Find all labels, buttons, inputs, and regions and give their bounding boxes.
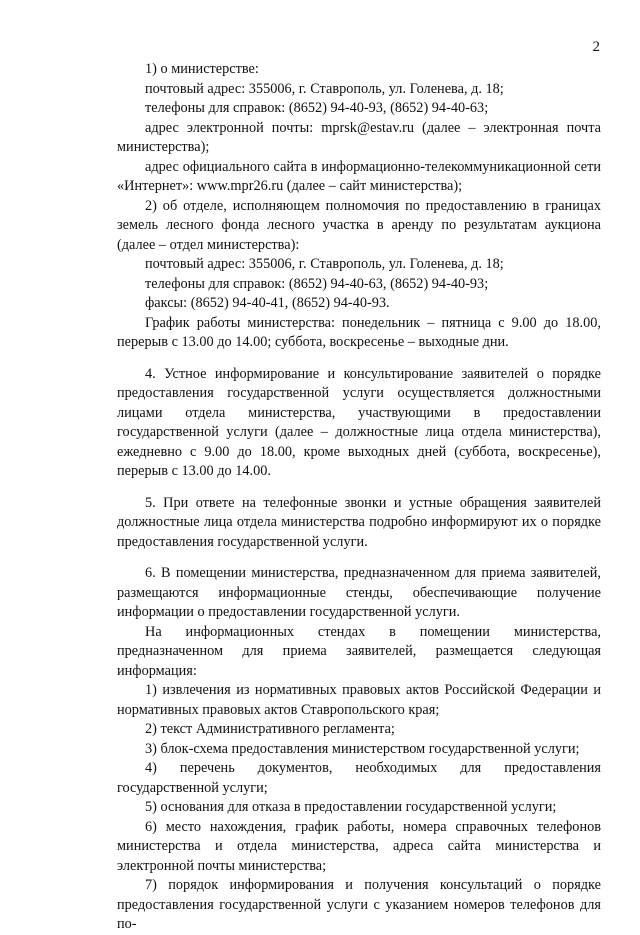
paragraph: факсы: (8652) 94-40-41, (8652) 94-40-93. [145,295,390,311]
paragraph: телефоны для справок: (8652) 94-40-63, (8652) 94-40-93; [145,275,489,292]
paragraph: адрес электронной почты: mprsk@estav.ru (далее – электронная почта министерства); [117,119,601,155]
paragraph: 6) место нахождения, график работы, номера справочных телефонов министерства и отдела министерства, адреса сайта министерства и электронной почты министерства; [117,818,601,874]
paragraph: 2) текст Административного регламента; [145,721,395,737]
paragraph: 5) основания для отказа в предоставлении государственной услуги; [145,799,557,815]
paragraph: 4) перечень документов, необходимых для предоставления государственной услуги; [117,760,601,796]
paragraph: почтовый адрес: 355006, г. Ставрополь, ул. Голенева, д. 18; [145,80,504,97]
paragraph: 7) порядок информирования и получения консультаций о порядке предоставления государственной услуги с указанием номеров телефонов для по- [117,877,601,932]
paragraph: 2) об отделе, исполняющем полномочия по предоставлению в границах земель лесного фонда лесного участка в аренду по результатам аукциона (далее – отдел министерства): [117,197,601,253]
paragraph: График работы министерства: понедельник – пятница с 9.00 до 18.00, перерыв с 13.00 до 14.00; суббота, воскресенье – выходные дни. [117,314,601,350]
paragraph: 6. В помещении министерства, предназначенном для приема заявителей, размещаются информационные стенды, обеспечивающие получение информации о предоставлении государственной услуги. [117,565,601,620]
document-body [117,60,601,935]
paragraph: телефоны для справок: (8652) 94-40-93, (8652) 94-40-63; [145,100,489,116]
paragraph: почтовый адрес: 355006, г. Ставрополь, ул. Голенева, д. 18; [145,256,504,272]
paragraph: 5. При ответе на телефонные звонки и устные обращения заявителей должностные лица отдела министерства подробно информируют их о порядке предоставления государственной услуги. [117,494,601,550]
paragraph: 4. Устное информирование и консультирование заявителей о порядке предоставления государственной услуги осуществляется должностными лицами отдела министерства, участвующими в предоставлении государственной услуги (далее – должностные лица отдела министерства), ежедневно с 9.00 до 18.00, кроме выходных дней (суббота, воскресенье), перерыв с 13.00 до 14.00. [117,365,601,479]
paragraph: На информационных стендах в помещении министерства, предназначенном для приема заявителей, размещается следующая информация: [117,623,601,679]
page-number: 2 [592,39,600,55]
paragraph: адрес официального сайта в информационно-телекоммуникационной сети «Интернет»: www.mpr26.ru (далее – сайт министерства); [117,158,601,194]
paragraph: 1) извлечения из нормативных правовых актов Российской Федерации и нормативных правовых актов Ставропольского края; [117,682,601,718]
paragraph: 1) о министерстве: [145,61,259,77]
paragraph: 3) блок-схема предоставления министерством государственной услуги; [145,740,580,757]
